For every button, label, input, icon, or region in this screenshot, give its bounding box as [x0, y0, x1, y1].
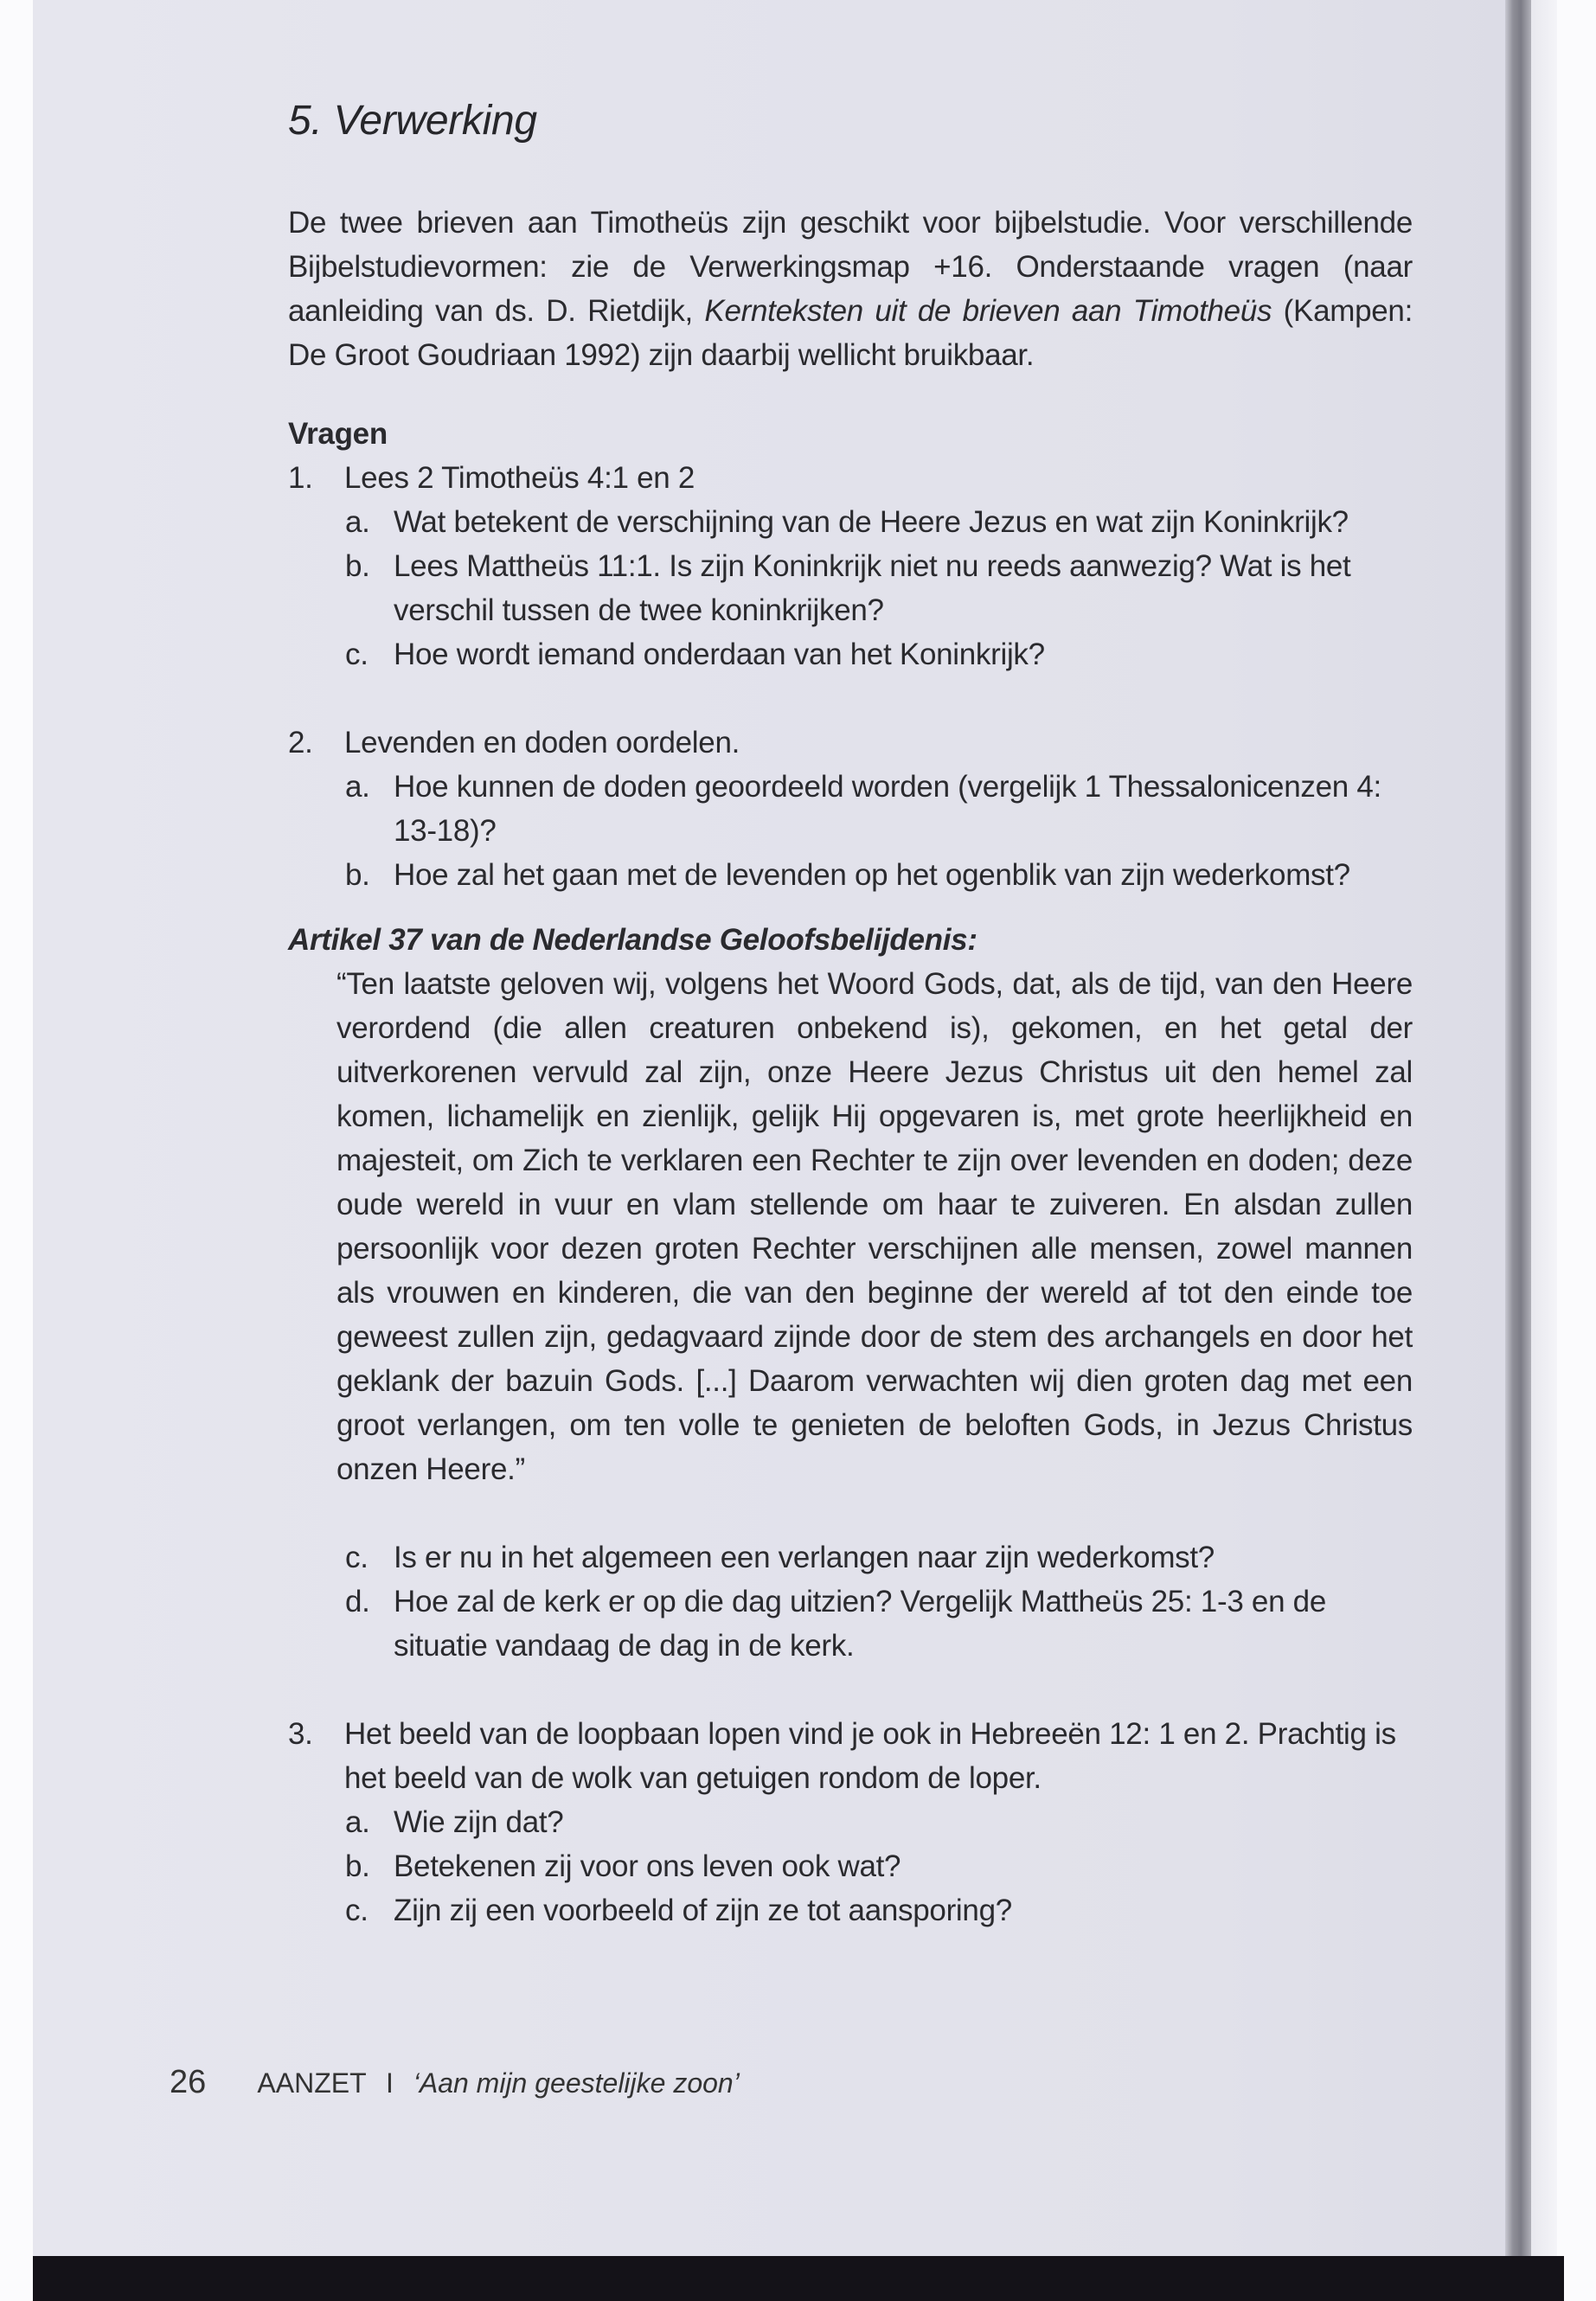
sub-question [288, 632, 1413, 676]
sub-question [288, 853, 1413, 897]
intro-text-before: De twee brieven aan Timotheüs zijn geschikt voor bijbelstudie. Voor verschillende Bijbelstudievormen: zie de Verwerkingsmap +16. Onderstaande vragen (naar aanleiding van ds. D. Rietdijk, [288, 206, 1413, 328]
sub-letter: c. [345, 638, 369, 671]
sub-text: Hoe kunnen de doden geoordeeld worden (vergelijk 1 Thessalonicenzen 4: 13-18)? [394, 770, 1381, 848]
question-text: Levenden en doden oordelen. [344, 726, 740, 760]
spacer [288, 1491, 1413, 1535]
sub-question [288, 500, 1413, 544]
sub-text: Is er nu in het algemeen een verlangen naar zijn wederkomst? [394, 1541, 1215, 1574]
sub-question [288, 1888, 1413, 1932]
book-binding [1505, 0, 1531, 2258]
intro-paragraph [288, 201, 1413, 377]
sub-question [288, 1800, 1413, 1844]
question-3 [288, 1712, 1413, 1800]
series-name: AANZET [257, 2067, 367, 2099]
spacer [288, 1668, 1413, 1712]
page-content [288, 95, 1413, 1932]
footer-separator: I [385, 2067, 394, 2099]
sub-letter: c. [345, 1894, 369, 1927]
sub-text: Wat betekent de verschijning van de Heere Jezus en wat zijn Koninkrijk? [394, 505, 1349, 539]
question-text: Lees 2 Timotheüs 4:1 en 2 [344, 461, 695, 495]
sub-question [288, 544, 1413, 632]
sub-letter: a. [345, 1805, 370, 1839]
page-edge [1531, 0, 1557, 2258]
sub-text: Hoe zal de kerk er op die dag uitzien? Vergelijk Mattheüs 25: 1-3 en de situatie vandaag de dag in de kerk. [394, 1585, 1326, 1663]
cited-book-title: Kernteksten uit de brieven aan Timotheüs [704, 294, 1272, 328]
section-title: 5. Verwerking [288, 98, 537, 144]
question-text: Het beeld van de loopbaan lopen vind je ook in Hebreeën 12: 1 en 2. Prachtig is het beeld van de wolk van getuigen rondom de loper. [344, 1717, 1396, 1795]
sub-letter: b. [345, 1849, 370, 1883]
article-heading: Artikel 37 van de Nederlandse Geloofsbelijdenis: [288, 923, 977, 957]
sub-text: Zijn zij een voorbeeld of zijn ze tot aansporing? [394, 1894, 1012, 1927]
book-title: ‘Aan mijn geestelijke zoon’ [413, 2067, 740, 2099]
page-number: 26 [170, 2064, 207, 2100]
sub-letter: c. [345, 1541, 369, 1574]
sub-letter: a. [345, 505, 370, 539]
sub-letter: d. [345, 1585, 370, 1618]
sub-question [288, 1844, 1413, 1888]
questions-heading: Vragen [288, 417, 388, 451]
question-number: 1. [288, 461, 313, 495]
sub-question [288, 1535, 1413, 1580]
page-footer [170, 2064, 740, 2101]
sub-letter: a. [345, 770, 370, 804]
question-number: 2. [288, 726, 313, 760]
sub-letter: b. [345, 549, 370, 583]
question-1 [288, 456, 1413, 500]
article-quote: “Ten laatste geloven wij, volgens het Woord Gods, dat, als de tijd, van den Heere verordend (die allen creaturen onbekend is), gekomen, en het getal der uitverkorenen vervuld zal zijn, onze Heere Jezus Christus uit den hemel zal komen, lichamelijk en zienlijk, gelijk Hij opgevaren is, met grote heerlijkheid en majesteit, om Zich te verklaren een Rechter te zijn over levenden en doden; deze oude wereld in vuur en vlam stellende om haar te zuiveren. En alsdan zullen persoonlijk voor dezen groten Rechter verschijnen alle mensen, zowel mannen als vrouwen en kinderen, die van den beginne der wereld af tot den einde toe geweest zullen zijn, gedagvaard zijnde door de stem des archangels en door het geklank der bazuin Gods. [...] Daarom verwachten wij dien groten dag met een groot verlangen, om ten volle te genieten de beloften Gods, in Jezus Christus onzen Heere.” [337, 967, 1413, 1486]
sub-text: Hoe zal het gaan met de levenden op het ogenblik van zijn wederkomst? [394, 858, 1350, 892]
spacer [288, 676, 1413, 721]
sub-letter: b. [345, 858, 370, 892]
sub-question [288, 765, 1413, 853]
question-number: 3. [288, 1717, 313, 1751]
sub-text: Lees Mattheüs 11:1. Is zijn Koninkrijk niet nu reeds aanwezig? Wat is het verschil tussen de twee koninkrijken? [394, 549, 1351, 627]
sub-question [288, 1580, 1413, 1668]
sub-text: Wie zijn dat? [394, 1805, 564, 1839]
sub-text: Hoe wordt iemand onderdaan van het Koninkrijk? [394, 638, 1045, 671]
intro-text-after: (Kampen: De Groot Goudriaan 1992) zijn daarbij wellicht bruikbaar. [288, 294, 1413, 372]
question-2 [288, 721, 1413, 765]
sub-text: Betekenen zij voor ons leven ook wat? [394, 1849, 901, 1883]
scan-background [33, 2256, 1564, 2301]
